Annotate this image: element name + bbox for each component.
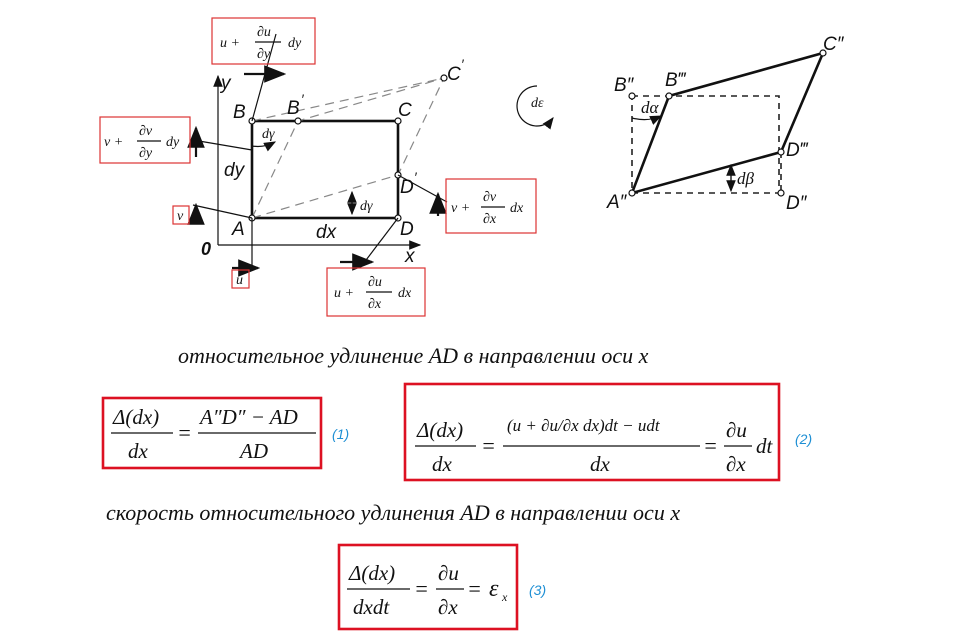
leader-left — [193, 140, 252, 150]
alpha-label: dα — [641, 98, 659, 117]
box-left-den: ∂y — [139, 146, 153, 161]
f2-r-num: ∂u — [726, 418, 747, 442]
f2-left-den: dx — [432, 452, 452, 476]
right-diagram — [606, 34, 845, 214]
box-top-den: ∂y — [257, 47, 271, 62]
box-right-suffix: dx — [510, 201, 524, 216]
origin-label: 0 — [201, 239, 212, 259]
f2-r-tail: dt — [756, 434, 773, 458]
angle-arc-top — [252, 142, 275, 147]
label-dx: dx — [316, 222, 337, 243]
box-top-num: ∂u — [257, 25, 271, 40]
caption-elongation: относительное удлинение AD в направлении оси x — [178, 343, 649, 368]
label-b2: B″ — [614, 75, 634, 96]
f2-eq2: = — [703, 433, 718, 458]
f3-epsilon: ε — [489, 576, 499, 602]
box-left — [100, 117, 190, 163]
f3-tag: (3) — [529, 582, 547, 598]
f2-mid-num: (u + ∂u/∂x dx)dt − udt — [507, 416, 660, 435]
label-d: D — [400, 219, 414, 240]
box-top-prefix: u + — [220, 36, 240, 51]
sheared-parallelogram — [632, 53, 823, 193]
beta-label: dβ — [737, 169, 754, 188]
rotation-label: dε — [531, 96, 544, 111]
f2-r-den: ∂x — [726, 452, 746, 476]
box-u-text: u — [236, 273, 243, 288]
box-v-text: v — [177, 209, 184, 224]
box-v — [173, 206, 189, 224]
box-bottom-prefix: u + — [334, 286, 354, 301]
f2-left-num: Δ(dx) — [417, 418, 464, 442]
box-left-prefix: v + — [104, 135, 124, 150]
f3-r-num: ∂u — [438, 561, 459, 585]
leader-v — [193, 205, 252, 218]
label-b: B — [233, 102, 246, 123]
f3-eq2: = — [467, 576, 482, 601]
y-axis-label: y — [221, 73, 231, 94]
x-axis-label: x — [405, 246, 415, 267]
prime-d1: ′ — [414, 169, 417, 185]
rotation-symbol — [517, 86, 553, 126]
box-right-num: ∂v — [483, 190, 497, 205]
label-c1: C — [447, 64, 461, 85]
box-bottom-suffix: dx — [398, 286, 412, 301]
prime-c1: ′ — [461, 56, 464, 72]
box-right — [446, 179, 536, 233]
f3-r-den: ∂x — [438, 595, 458, 619]
f1-left-den: dx — [128, 439, 148, 463]
f2-tag: (2) — [795, 431, 813, 447]
label-b1: B — [287, 98, 300, 119]
f2-mid-den: dx — [590, 452, 610, 476]
leader-bottom — [360, 218, 398, 268]
label-d3: D‴ — [786, 140, 807, 161]
label-a2: A″ — [607, 192, 627, 213]
box-right-prefix: v + — [451, 201, 471, 216]
box-left-num: ∂v — [139, 124, 153, 139]
left-diagram — [100, 18, 536, 316]
box-bottom-num: ∂u — [368, 275, 382, 290]
point-d2 — [778, 190, 784, 196]
formula-2 — [405, 384, 812, 480]
point-a2 — [629, 190, 635, 196]
prime-b1: ′ — [301, 91, 304, 107]
caption-rate: скорость относительного удлинения AD в направлении оси x — [106, 500, 681, 525]
formula-1 — [103, 398, 349, 468]
label-d2: D″ — [786, 193, 807, 214]
box-bottom-den: ∂x — [368, 297, 382, 312]
point-b3 — [666, 93, 672, 99]
point-d3 — [778, 149, 784, 155]
box-u — [232, 270, 249, 288]
formula-3 — [339, 545, 546, 629]
box-left-suffix: dy — [166, 135, 180, 150]
f1-right-den: AD — [240, 439, 268, 463]
box-right-den: ∂x — [483, 212, 497, 227]
f1-left-num: Δ(dx) — [113, 405, 160, 429]
f2-eq: = — [481, 433, 496, 458]
label-b3: B‴ — [665, 70, 685, 91]
box-top-suffix: dy — [288, 36, 302, 51]
label-d1: D — [400, 177, 414, 198]
box-top — [212, 18, 315, 64]
label-a: A — [232, 219, 245, 240]
box-bottom — [327, 268, 425, 316]
label-c2: C″ — [823, 34, 844, 55]
dashed-b-to-c1 — [252, 78, 444, 121]
f3-epsilon-sub: x — [502, 590, 508, 604]
f3-eq: = — [414, 576, 429, 601]
angle-top-label: dγ — [262, 127, 275, 142]
f1-right-num: A″D″ − AD — [200, 405, 298, 429]
angle-bottom-label: dγ — [360, 199, 373, 214]
f3-left-den: dxdt — [353, 595, 390, 619]
f1-eq: = — [177, 420, 192, 445]
f1-tag: (1) — [332, 426, 350, 442]
label-dy: dy — [224, 160, 245, 181]
label-c: C — [398, 100, 412, 121]
f3-left-num: Δ(dx) — [349, 561, 396, 585]
